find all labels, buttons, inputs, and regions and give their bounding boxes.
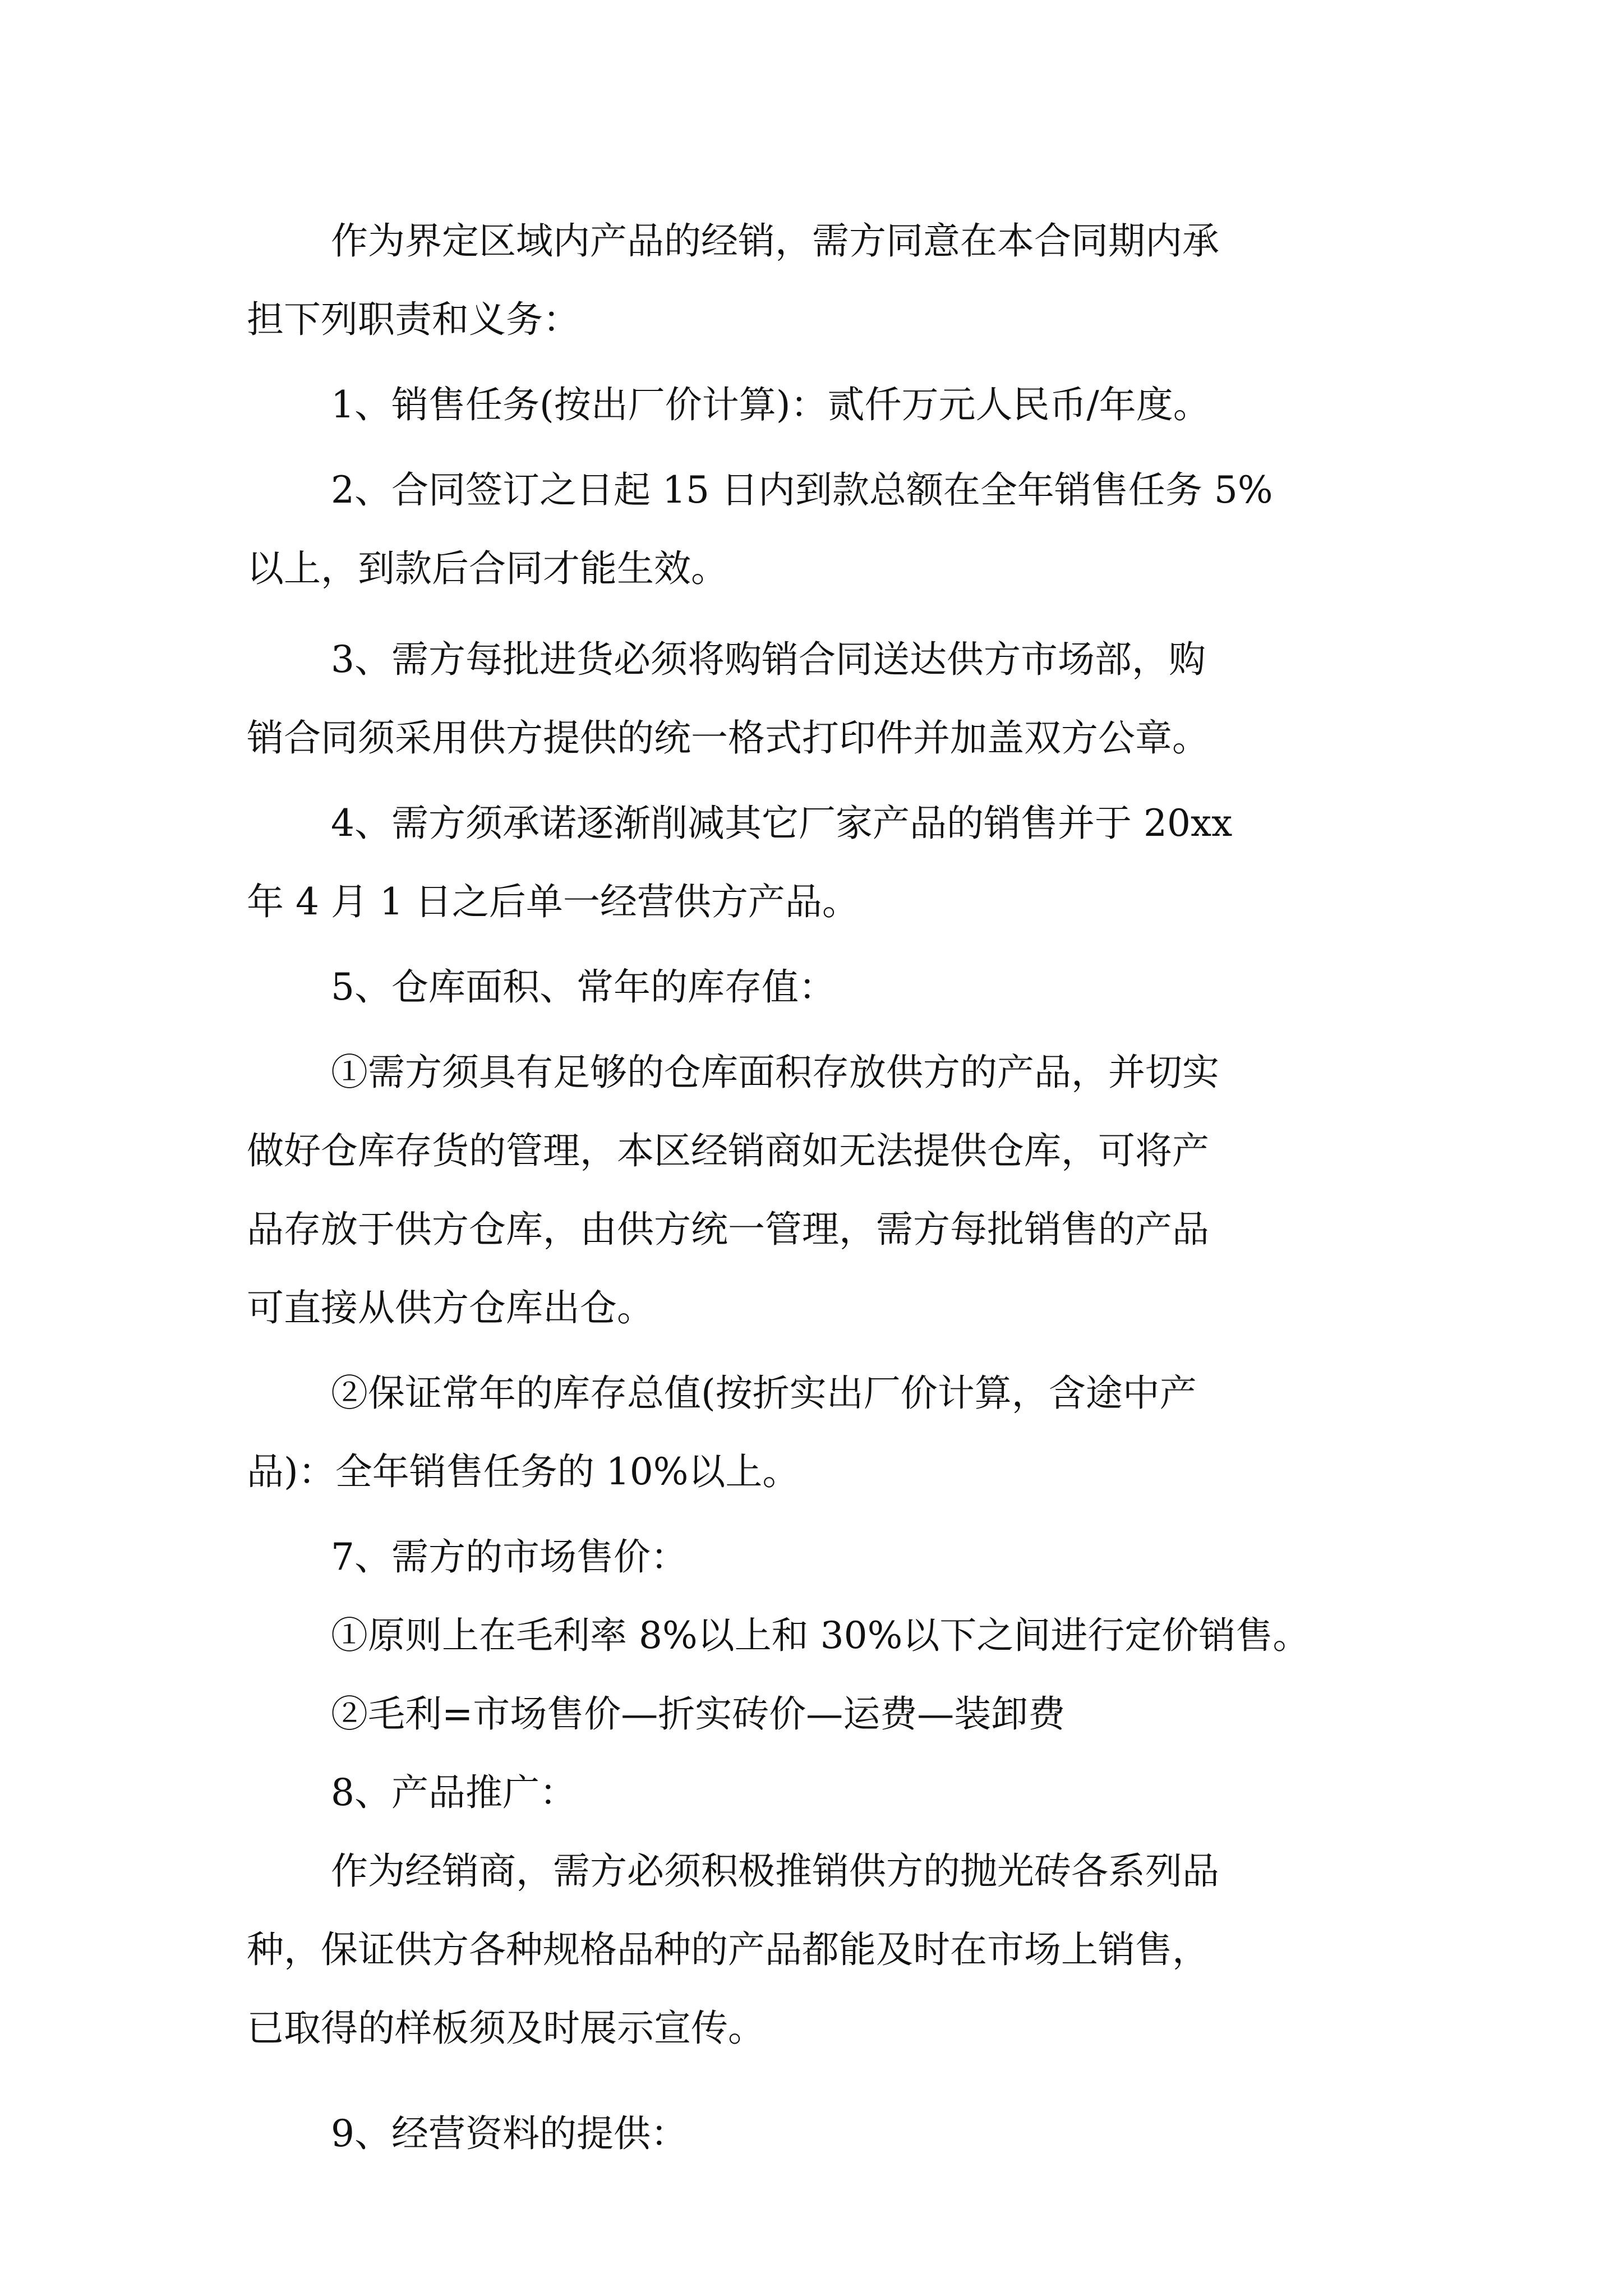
item-8-line-1: 作为经销商，需方必须积极推销供方的抛光砖各系列品	[331, 1849, 1219, 1893]
item-8-line-3: 已取得的样板须及时展示宣传。	[247, 2007, 765, 2050]
item-9-heading: 9、经营资料的提供：	[331, 2112, 688, 2155]
item-1-sales-target: 1、销售任务(按出厂价计算)：贰仟万元人民币/年度。	[331, 383, 1210, 426]
paragraph-intro-line-1: 作为界定区域内产品的经销，需方同意在本合同期内承	[331, 219, 1219, 263]
item-4-line-2: 年 4 月 1 日之后单一经营供方产品。	[247, 880, 859, 923]
item-2-line-1: 2、合同签订之日起 15 日内到款总额在全年销售任务 5%	[331, 468, 1273, 512]
document-body	[247, 202, 1402, 2173]
item-5-sub-1-line-1: ①需方须具有足够的仓库面积存放供方的产品，并切实	[331, 1051, 1219, 1094]
item-4-line-1: 4、需方须承诺逐渐削减其它厂家产品的销售并于 20xx	[331, 802, 1233, 845]
item-5-sub-2-line-2: 品)：全年销售任务的 10%以上。	[247, 1450, 800, 1493]
item-7-heading: 7、需方的市场售价：	[331, 1535, 688, 1579]
item-3-line-1: 3、需方每批进货必须将购销合同送达供方市场部，购	[331, 638, 1206, 681]
item-7-sub-2: ②毛利=市场售价—折实砖价—运费—装卸费	[331, 1692, 1066, 1736]
paragraph-intro-line-2: 担下列职责和义务：	[247, 298, 580, 341]
item-8-heading: 8、产品推广：	[331, 1771, 577, 1814]
item-5-sub-1-line-2: 做好仓库存货的管理，本区经销商如无法提供仓库，可将产	[247, 1129, 1209, 1172]
item-5-heading: 5、仓库面积、常年的库存值：	[331, 965, 836, 1009]
item-3-line-2: 销合同须采用供方提供的统一格式打印件并加盖双方公章。	[247, 716, 1209, 760]
item-8-line-2: 种，保证供方各种规格品种的产品都能及时在市场上销售，	[247, 1928, 1209, 1971]
item-5-sub-1-line-3: 品存放于供方仓库，由供方统一管理，需方每批销售的产品	[247, 1208, 1209, 1251]
item-5-sub-2-line-1: ②保证常年的库存总值(按折实出厂价计算，含途中产	[331, 1372, 1197, 1415]
item-2-line-2: 以上，到款后合同才能生效。	[247, 547, 728, 590]
item-5-sub-1-line-4: 可直接从供方仓库出仓。	[247, 1286, 654, 1329]
item-7-sub-1: ①原则上在毛利率 8%以上和 30%以下之间进行定价销售。	[331, 1614, 1310, 1657]
